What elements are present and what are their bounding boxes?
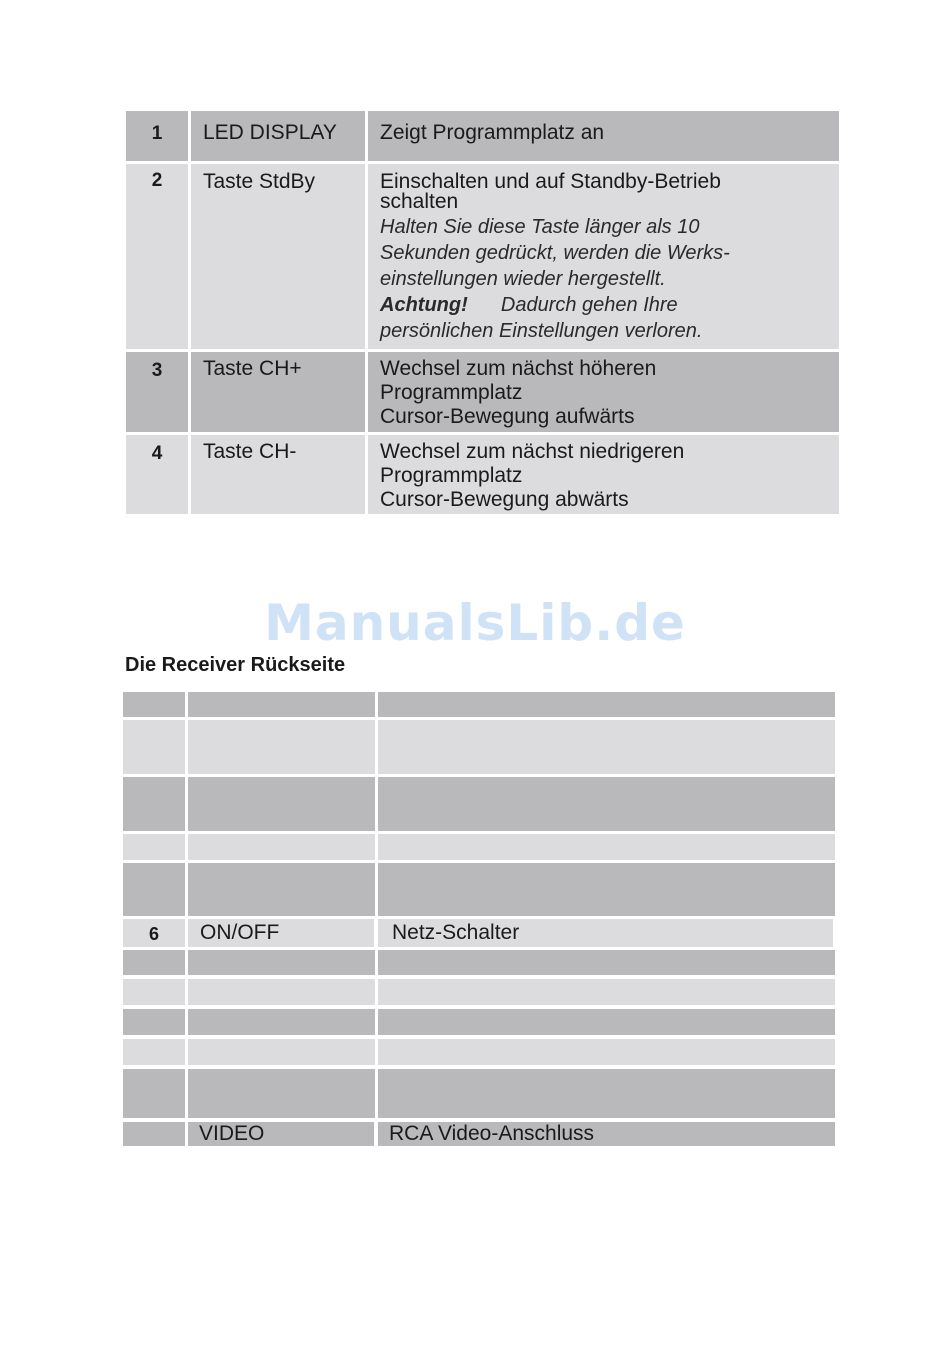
- description-line: Cursor-Bewegung aufwärts: [380, 405, 635, 428]
- table-row: [126, 435, 188, 514]
- table-cell-empty: [378, 720, 835, 774]
- note-line: Halten Sie diese Taste länger als 10: [380, 216, 700, 238]
- table-row: [123, 919, 185, 947]
- button-name: LED DISPLAY: [203, 121, 337, 144]
- table-cell-empty: [188, 1009, 375, 1035]
- row-number: 6: [148, 924, 159, 944]
- table-cell-desc: [368, 352, 839, 432]
- table-cell-empty: [123, 979, 185, 1005]
- description-line: Programmplatz: [380, 464, 523, 487]
- table-cell-empty: [378, 1039, 835, 1065]
- table-cell-empty: [188, 863, 375, 916]
- table-row: [126, 111, 188, 161]
- description-line: Netz-Schalter: [392, 921, 520, 944]
- warning-text: Dadurch gehen Ihre: [500, 294, 678, 316]
- table-cell-empty: [123, 692, 185, 717]
- table-row: [123, 1122, 185, 1146]
- table-cell-empty: [123, 1039, 185, 1065]
- table-cell-empty: [188, 950, 375, 975]
- table-cell-name: [191, 435, 365, 514]
- description-line: RCA Video-Anschluss: [389, 1122, 595, 1145]
- button-name: Taste StdBy: [203, 170, 316, 193]
- table-cell-empty: [123, 1009, 185, 1035]
- warning-line: persönlichen Einstellungen verloren.: [380, 320, 703, 342]
- table-cell-name: [191, 352, 365, 432]
- row-number: 2: [151, 170, 163, 191]
- table-cell-name: [188, 919, 374, 947]
- button-name: Taste CH+: [203, 357, 302, 380]
- note-line: Sekunden gedrückt, werden die Werks-: [380, 242, 730, 264]
- table-cell-empty: [378, 777, 835, 831]
- table-cell-empty: [123, 1069, 185, 1118]
- section-title: Die Receiver Rückseite: [125, 654, 346, 676]
- table-cell-empty: [378, 979, 835, 1005]
- table-cell-empty: [188, 979, 375, 1005]
- connector-name: VIDEO: [199, 1122, 265, 1145]
- warning-line: [380, 292, 839, 318]
- table-row: [126, 164, 188, 349]
- connector-name: ON/OFF: [200, 921, 280, 944]
- table-cell-empty: [378, 950, 835, 975]
- row-number: 4: [151, 443, 163, 464]
- table-cell-desc: [368, 435, 839, 514]
- table-cell-empty: [123, 777, 185, 831]
- description-line: Wechsel zum nächst höheren: [380, 357, 657, 380]
- table-cell-empty: [378, 1009, 835, 1035]
- warning-label: Achtung!: [380, 294, 468, 316]
- table-cell-empty: [188, 692, 375, 717]
- row-number: 3: [151, 360, 163, 381]
- button-name: Taste CH-: [203, 440, 297, 463]
- table-cell-name: [188, 1122, 374, 1146]
- table-cell-empty: [378, 863, 835, 916]
- description-line: Cursor-Bewegung abwärts: [380, 488, 629, 511]
- description-line: Wechsel zum nächst niedrigeren: [380, 440, 685, 463]
- table-cell-empty: [188, 720, 375, 774]
- table-cell-desc: [368, 111, 839, 161]
- description-line: schalten: [380, 190, 459, 213]
- description-line: Einschalten und auf Standby-Betrieb: [380, 170, 721, 193]
- table-cell-empty: [123, 950, 185, 975]
- description-line: Zeigt Programmplatz an: [380, 121, 605, 144]
- table-cell-name: [191, 164, 365, 349]
- watermark-logo: ManualsLib.de: [264, 594, 686, 652]
- table-cell-empty: [188, 1039, 375, 1065]
- note-line: einstellungen wieder hergestellt.: [380, 268, 666, 290]
- table-cell-empty: [123, 834, 185, 860]
- table-cell-desc: [368, 164, 839, 349]
- table-cell-empty: [378, 1069, 835, 1118]
- table-cell-empty: [378, 692, 835, 717]
- table-row: [126, 352, 188, 432]
- table-cell-empty: [123, 863, 185, 916]
- table-cell-desc: [378, 919, 833, 947]
- table-cell-empty: [188, 777, 375, 831]
- table-cell-empty: [188, 1069, 375, 1118]
- table-cell-empty: [378, 834, 835, 860]
- table-cell-empty: [188, 834, 375, 860]
- table-cell-name: [191, 111, 365, 161]
- table-cell-empty: [123, 720, 185, 774]
- description-line: Programmplatz: [380, 381, 523, 404]
- table-cell-desc: [378, 1122, 835, 1146]
- row-number: 1: [151, 123, 163, 144]
